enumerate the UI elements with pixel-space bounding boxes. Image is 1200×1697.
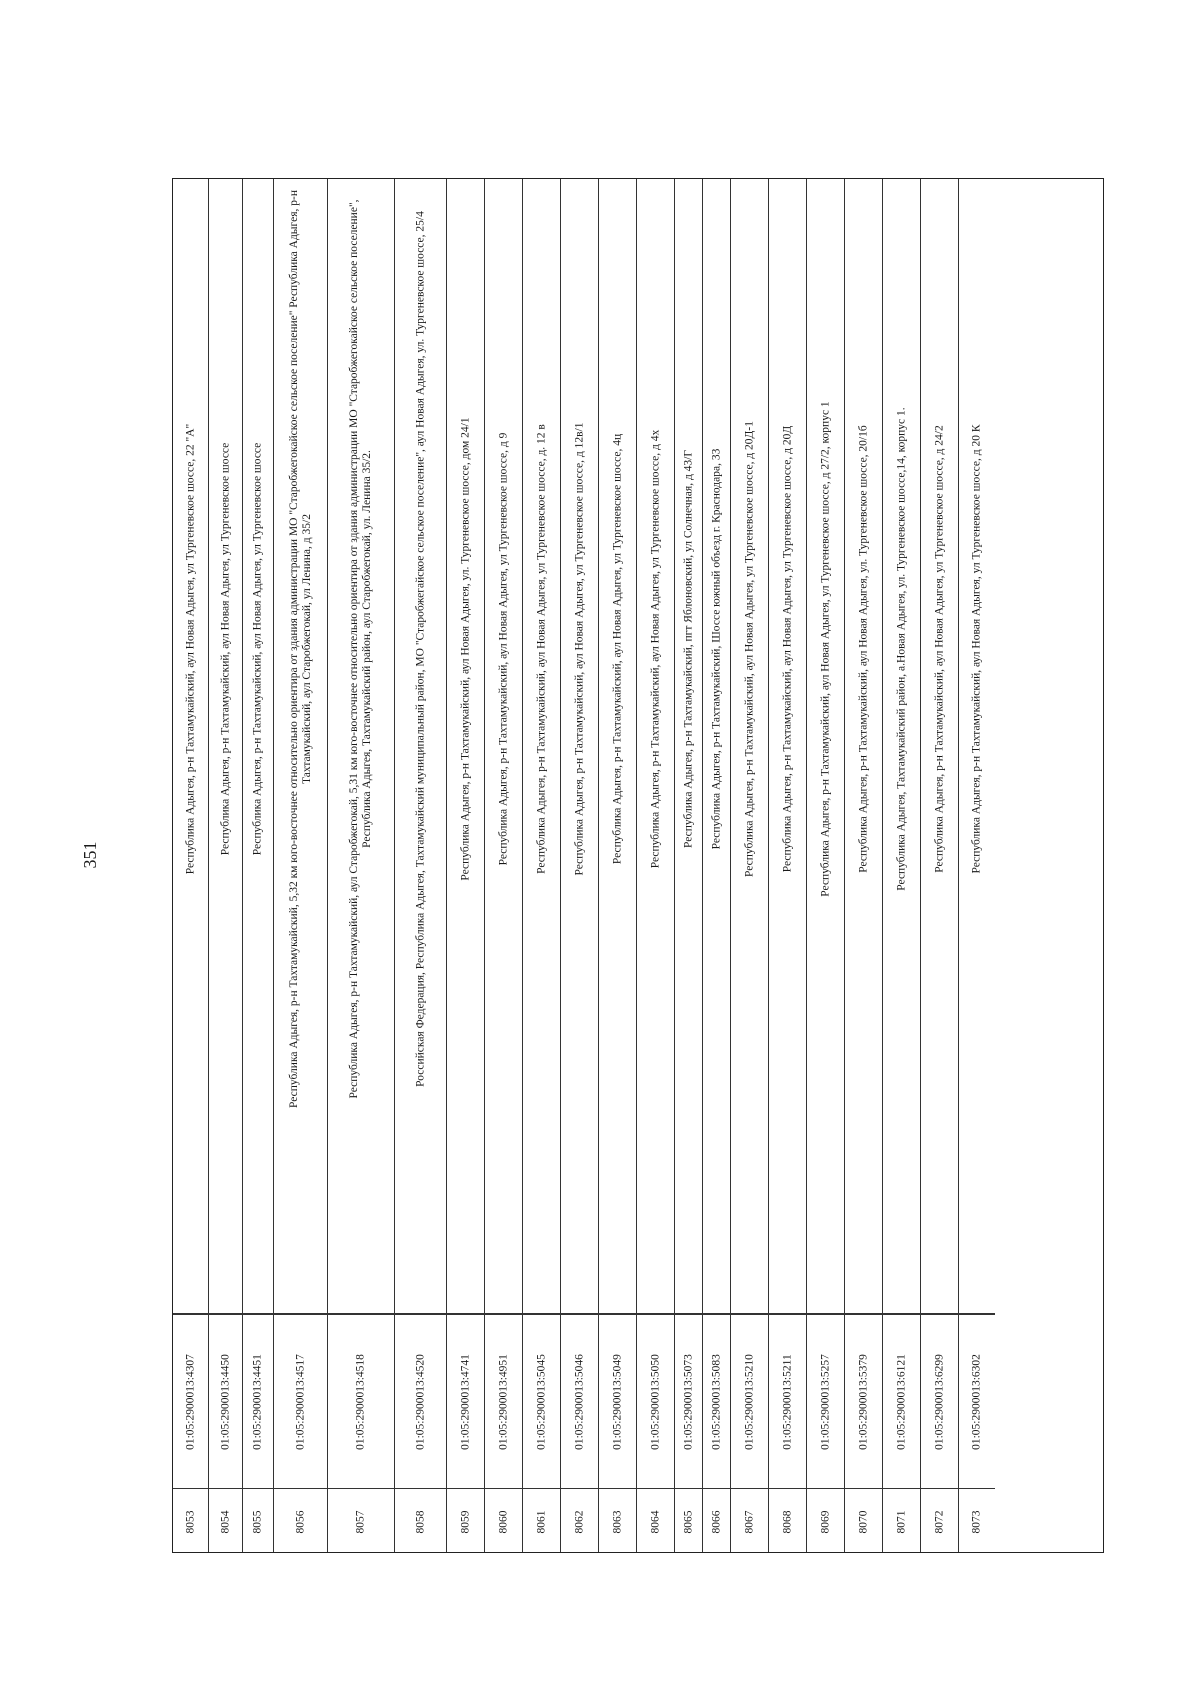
- cadastral-number-cell: [447, 1314, 484, 1489]
- address-text: Республика Адыгея, р-н Тахтамукайский, аул Новая Адыгея, ул. Тургеневское шоссе, 20/1б: [857, 425, 869, 873]
- cadastral-number-cell: [243, 1314, 273, 1489]
- cadastral-number-cell: [599, 1314, 636, 1489]
- cadastral-number-cell: [769, 1314, 806, 1489]
- empty-cell: [731, 1119, 768, 1314]
- address-cell: [731, 179, 768, 1119]
- address-cell: [485, 179, 522, 1119]
- cadastral-number-text: 01:05:2900013:4450: [219, 1353, 231, 1450]
- table-row: [209, 179, 243, 1552]
- table-row: [243, 179, 274, 1552]
- row-number-cell: [637, 1489, 674, 1554]
- row-number-text: 8069: [819, 1510, 831, 1533]
- row-number-text: 8062: [573, 1510, 585, 1533]
- row-number-text: 8073: [970, 1510, 983, 1533]
- row-number-text: 8068: [781, 1510, 793, 1533]
- address-cell: [243, 179, 273, 1119]
- cadastral-number-cell: [675, 1314, 702, 1489]
- empty-cell: [921, 1119, 958, 1314]
- cadastral-number-text: 01:05:2900013:5045: [535, 1353, 547, 1450]
- row-number-text: 8060: [497, 1510, 509, 1533]
- address-cell: [395, 179, 446, 1119]
- address-cell: [637, 179, 674, 1119]
- table-row: [447, 179, 485, 1552]
- address-cell: [807, 179, 844, 1119]
- empty-cell: [274, 1119, 327, 1314]
- address-text: Республика Адыгея, р-н Тахтамукайский, пгт Яблоновский, ул Солнечная, д 43/Г: [682, 449, 694, 849]
- cadastral-number-text: 01:05:2900013:6302: [970, 1353, 983, 1450]
- table-row: [807, 179, 845, 1552]
- cadastral-number-text: 01:05:2900013:4518: [354, 1353, 367, 1450]
- empty-cell: [703, 1119, 730, 1314]
- empty-cell: [485, 1119, 522, 1314]
- row-number-cell: [523, 1489, 560, 1554]
- table-row: [173, 179, 209, 1552]
- cadastral-number-cell: [523, 1314, 560, 1489]
- address-cell: [328, 179, 394, 1119]
- row-number-cell: [959, 1489, 995, 1554]
- cadastral-number-cell: [328, 1314, 394, 1489]
- empty-cell: [959, 1119, 995, 1314]
- cadastral-number-text: 01:05:2900013:6121: [895, 1353, 907, 1450]
- address-text: Республика Адыгея, р-н Тахтамукайский, аул Новая Адыгея, ул Тургеневское шоссе, д 20Д-1: [743, 421, 755, 877]
- row-number-text: 8063: [611, 1510, 623, 1533]
- address-cell: [845, 179, 882, 1119]
- empty-cell: [883, 1119, 920, 1314]
- row-number-cell: [485, 1489, 522, 1554]
- address-text: Республика Адыгея, р-н Тахтамукайский, аул Старобжегокай, 5,31 км юго-восточнее относительно ориентира от здания администрации МО "Старобжегокайское сельское поселение", Республика Адыгея, Тахтамукайский район, аул Старобжегокай, ул. Ленина 35/2.: [348, 199, 373, 1099]
- empty-cell: [447, 1119, 484, 1314]
- table-row: [883, 179, 921, 1552]
- cadastral-number-cell: [807, 1314, 844, 1489]
- row-number-text: 8056: [294, 1510, 306, 1533]
- address-text: Республика Адыгея, р-н Тахтамукайский, аул Новая Адыгея, ул Тургеневское шоссе, д 24/2: [933, 425, 945, 873]
- empty-cell: [243, 1119, 273, 1314]
- row-number-text: 8065: [682, 1510, 694, 1533]
- table-row: [395, 179, 447, 1552]
- cadastral-number-cell: [921, 1314, 958, 1489]
- cadastral-number-text: 01:05:2900013:5211: [781, 1353, 793, 1450]
- row-number-text: 8059: [459, 1510, 471, 1533]
- cadastral-number-cell: [561, 1314, 598, 1489]
- address-cell: [209, 179, 242, 1119]
- address-cell: [703, 179, 730, 1119]
- row-number-cell: [209, 1489, 242, 1554]
- cadastral-number-text: 01:05:2900013:4451: [251, 1353, 264, 1450]
- cadastral-number-text: 01:05:2900013:5046: [573, 1353, 585, 1450]
- address-text: Республика Адыгея, р-н Тахтамукайский, аул Новая Адыгея, ул Тургеневское шоссе, д 20 К: [970, 424, 983, 874]
- cadastral-number-cell: [959, 1314, 995, 1489]
- table-row: [769, 179, 807, 1552]
- address-text: Республика Адыгея, Тахтамукайский район, а.Новая Адыгея, ул. Тургеневское шоссе,14, корпус 1.: [895, 407, 907, 891]
- empty-cell: [523, 1119, 560, 1314]
- table-row: [675, 179, 703, 1552]
- cadastral-number-text: 01:05:2900013:5257: [819, 1353, 831, 1450]
- row-number-text: 8066: [710, 1510, 722, 1533]
- row-number-cell: [703, 1489, 730, 1554]
- row-number-cell: [883, 1489, 920, 1554]
- address-cell: [523, 179, 560, 1119]
- row-number-cell: [243, 1489, 273, 1554]
- cadastral-number-text: 01:05:2900013:5210: [743, 1353, 755, 1450]
- address-text: Республика Адыгея, р-н Тахтамукайский, Шоссе южный объезд г. Краснодара, 33: [710, 448, 722, 850]
- cadastral-number-cell: [395, 1314, 446, 1489]
- cadastral-number-cell: [883, 1314, 920, 1489]
- address-cell: [769, 179, 806, 1119]
- empty-cell: [637, 1119, 674, 1314]
- row-number-text: 8053: [184, 1510, 196, 1533]
- address-cell: [921, 179, 958, 1119]
- cadastral-number-cell: [731, 1314, 768, 1489]
- row-number-cell: [769, 1489, 806, 1554]
- address-cell: [959, 179, 995, 1119]
- row-number-cell: [731, 1489, 768, 1554]
- empty-cell: [845, 1119, 882, 1314]
- table-row: [485, 179, 523, 1552]
- cadastral-number-text: 01:05:2900013:4307: [184, 1353, 196, 1450]
- row-number-text: 8072: [933, 1510, 945, 1533]
- address-text: Республика Адыгея, р-н Тахтамукайский, аул Новая Адыгея, ул Тургеневское шоссе, 22 "А": [184, 423, 196, 875]
- table-row: [703, 179, 731, 1552]
- cadastral-number-text: 01:05:2900013:5083: [710, 1353, 722, 1450]
- cadastral-number-cell: [274, 1314, 327, 1489]
- address-text: Республика Адыгея, р-н Тахтамукайский, аул Новая Адыгея, ул Тургеневское шоссе, 4ц: [611, 433, 623, 865]
- address-cell: [599, 179, 636, 1119]
- row-number-cell: [675, 1489, 702, 1554]
- cadastral-number-text: 01:05:2900013:5073: [682, 1353, 694, 1450]
- row-number-text: 8070: [857, 1510, 869, 1533]
- row-number-cell: [173, 1489, 208, 1554]
- address-cell: [675, 179, 702, 1119]
- address-text: Республика Адыгея, р-н Тахтамукайский, аул Новая Адыгея, ул Тургеневское шоссе: [219, 442, 231, 856]
- address-text: Республика Адыгея, р-н Тахтамукайский, аул Новая Адыгея, ул Тургеневское шоссе, д 9: [497, 432, 509, 866]
- table-row: [921, 179, 959, 1552]
- address-cell: [274, 179, 327, 1119]
- cadastral-number-cell: [845, 1314, 882, 1489]
- address-text: Республика Адыгея, р-н Тахтамукайский, аул Новая Адыгея, ул Тургеневское шоссе, д 27/2, корпус 1: [819, 401, 831, 897]
- row-number-cell: [921, 1489, 958, 1554]
- row-number-cell: [807, 1489, 844, 1554]
- cadastral-number-cell: [485, 1314, 522, 1489]
- table-row: [328, 179, 395, 1552]
- row-number-text: 8057: [354, 1510, 367, 1533]
- table-row: [274, 179, 328, 1552]
- cadastral-number-text: 01:05:2900013:4951: [497, 1353, 509, 1450]
- table-row: [637, 179, 675, 1552]
- row-number-text: 8064: [649, 1510, 661, 1533]
- row-number-cell: [599, 1489, 636, 1554]
- cadastral-number-text: 01:05:2900013:5049: [611, 1353, 623, 1450]
- table-row: [599, 179, 637, 1552]
- row-number-cell: [274, 1489, 327, 1554]
- address-text: Республика Адыгея, р-н Тахтамукайский, аул Новая Адыгея, ул Тургеневское шоссе: [251, 442, 264, 856]
- row-number-cell: [395, 1489, 446, 1554]
- table-row: [561, 179, 599, 1552]
- row-number-text: 8055: [251, 1510, 264, 1533]
- address-cell: [447, 179, 484, 1119]
- address-text: Республика Адыгея, р-н Тахтамукайский, 5,32 км юго-восточнее относительно ориентира от здания администрации МО "Старобжегокайское сельское поселение" Республика Адыгея, р-н Тахтамукайский, аул Старобжегокай, ул Ленина, д 35/2: [287, 190, 313, 1108]
- empty-cell: [173, 1119, 208, 1314]
- row-number-text: 8054: [219, 1510, 231, 1533]
- empty-cell: [807, 1119, 844, 1314]
- cadastral-number-cell: [209, 1314, 242, 1489]
- table-row: [959, 179, 995, 1552]
- empty-cell: [209, 1119, 242, 1314]
- address-text: Республика Адыгея, р-н Тахтамукайский, аул Новая Адыгея, ул Тургеневское шоссе, д 20Д: [781, 425, 793, 873]
- empty-cell: [599, 1119, 636, 1314]
- address-cell: [883, 179, 920, 1119]
- table-row: [731, 179, 769, 1552]
- table-row: [523, 179, 561, 1552]
- empty-cell: [675, 1119, 702, 1314]
- address-text: Республика Адыгея, р-н Тахтамукайский, аул Новая Адыгея, ул. Тургеневское шоссе, дом 24/1: [459, 417, 471, 881]
- row-number-cell: [561, 1489, 598, 1554]
- row-number-cell: [328, 1489, 394, 1554]
- address-text: Российская Федерация, Республика Адыгея, Тахтамукайский муниципальный район, МО "Старобжегайское сельское поселение", аул Новая Адыгея, ул. Тургеневское шоссе, 25/4: [414, 211, 426, 1087]
- empty-cell: [328, 1119, 394, 1314]
- address-text: Республика Адыгея, р-н Тахтамукайский, аул Новая Адыгея, ул Тургеневское шоссе, д. 12 в: [535, 424, 547, 874]
- cadastral-number-text: 01:05:2900013:5050: [649, 1353, 661, 1450]
- cadastral-number-cell: [173, 1314, 208, 1489]
- cadastral-number-cell: [703, 1314, 730, 1489]
- registry-table: [172, 178, 1104, 1553]
- cadastral-number-text: 01:05:2900013:4517: [294, 1353, 306, 1450]
- row-number-cell: [845, 1489, 882, 1554]
- row-number-text: 8058: [414, 1510, 426, 1533]
- empty-cell: [769, 1119, 806, 1314]
- empty-cell: [561, 1119, 598, 1314]
- table-row: [845, 179, 883, 1552]
- address-cell: [173, 179, 208, 1119]
- row-number-text: 8071: [895, 1510, 907, 1533]
- row-number-text: 8061: [535, 1510, 547, 1533]
- cadastral-number-text: 01:05:2900013:5379: [857, 1353, 869, 1450]
- cadastral-number-text: 01:05:2900013:6299: [933, 1353, 945, 1450]
- cadastral-number-text: 01:05:2900013:4520: [414, 1353, 426, 1450]
- row-number-cell: [447, 1489, 484, 1554]
- page-number: 351: [80, 841, 100, 869]
- row-number-text: 8067: [743, 1510, 755, 1533]
- address-text: Республика Адыгея, р-н Тахтамукайский, аул Новая Адыгея, ул Тургеневское шоссе, д 12в/1: [573, 422, 585, 876]
- address-cell: [561, 179, 598, 1119]
- cadastral-number-cell: [637, 1314, 674, 1489]
- address-text: Республика Адыгея, р-н Тахтамукайский, аул Новая Адыгея, ул Тургеневское шоссе, д 4х: [649, 429, 661, 869]
- cadastral-number-text: 01:05:2900013:4741: [459, 1353, 471, 1450]
- empty-cell: [395, 1119, 446, 1314]
